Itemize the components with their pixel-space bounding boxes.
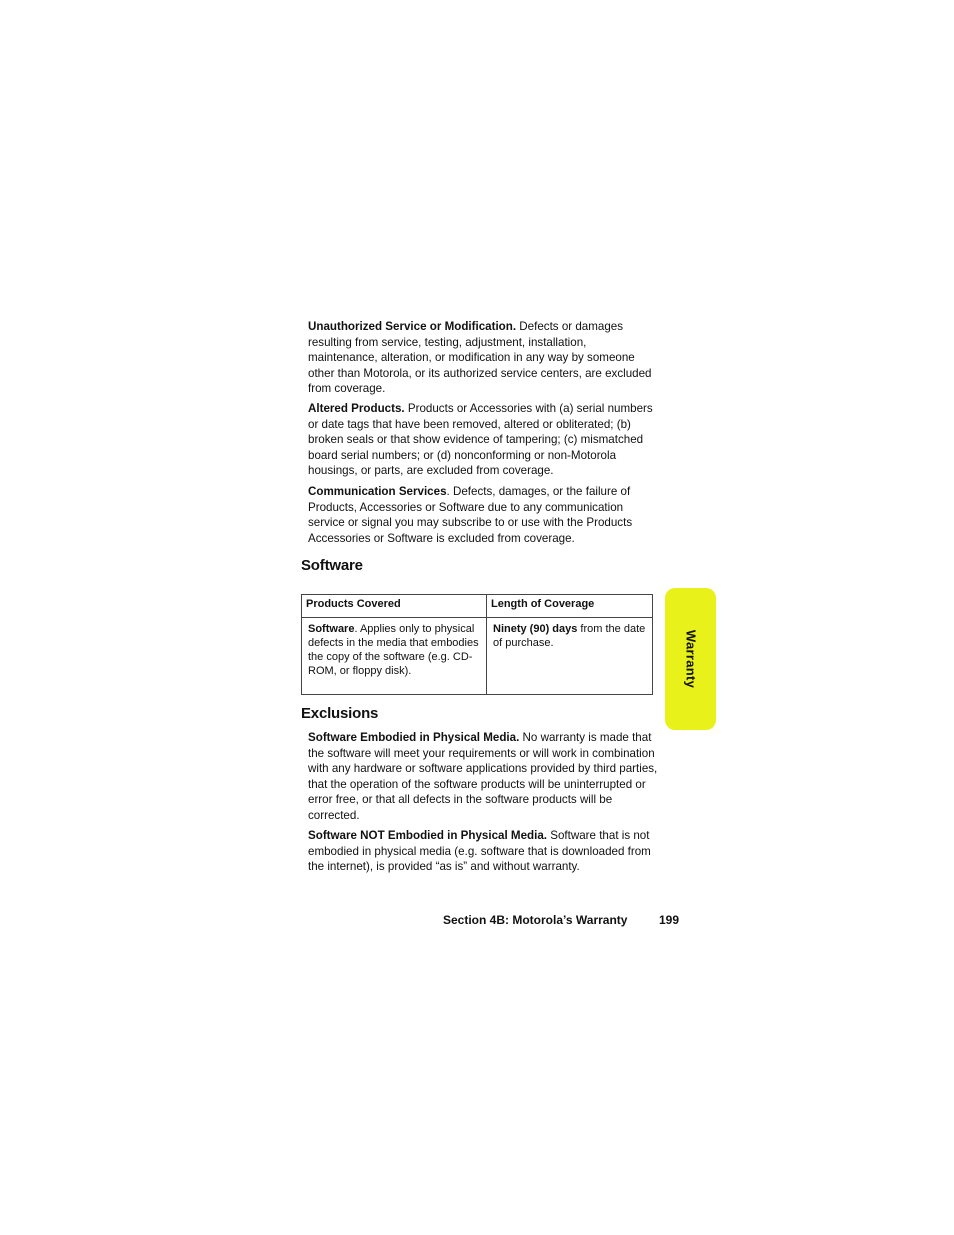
software-not-embodied-term: Software NOT Embodied in Physical Media. [308, 829, 548, 842]
table-row [302, 618, 653, 695]
unauthorized-service-term: Unauthorized Service or Modification. [308, 320, 517, 333]
footer-section-title: Section 4B: Motorola’s Warranty [443, 913, 628, 927]
header-length-of-coverage: Length of Coverage [487, 595, 653, 618]
cell-ninety-days-text: from the date of purchase. [493, 623, 646, 649]
cell-ninety-days-term: Ninety (90) days [493, 623, 578, 635]
header-products-covered: Products Covered [302, 595, 487, 618]
warranty-side-tab-label: Warranty [683, 629, 698, 689]
software-heading: Software [301, 557, 363, 574]
software-coverage-table [301, 594, 653, 695]
warranty-side-tab [665, 588, 716, 730]
communication-services-term: Communication Services [308, 485, 447, 498]
software-embodied-paragraph [308, 730, 658, 824]
cell-products-covered [302, 618, 487, 695]
altered-products-term: Altered Products. [308, 402, 405, 415]
exclusions-heading: Exclusions [301, 705, 379, 722]
altered-products-paragraph [308, 401, 658, 479]
altered-products-text: Products or Accessories with (a) serial numbers or date tags that have been removed, altered or obliterated; (b) broken seals or that show evidence of tampering; (c) mismatched board serial numbers; or (d) nonconforming or non-Motorola housings, or parts, are excluded from coverage. [308, 402, 653, 478]
cell-length-of-coverage [487, 618, 653, 695]
software-not-embodied-text: Software that is not embodied in physical media (e.g. software that is downloaded from the internet), is provided “as is” and without warranty. [308, 829, 651, 874]
software-not-embodied-paragraph [308, 828, 658, 875]
cell-software-text: . Applies only to physical defects in the media that embodies the copy of the software (e.g. CD-ROM, or floppy disk). [308, 623, 479, 677]
page-number: 199 [659, 913, 680, 927]
communication-services-paragraph [308, 484, 658, 546]
unauthorized-service-text: Defects or damages resulting from service, testing, adjustment, installation, maintenance, alteration, or modification in any way by someone other than Motorola, or its authorized service centers, are excluded from coverage. [308, 320, 652, 396]
table-header-row [302, 595, 653, 618]
unauthorized-service-paragraph [308, 319, 658, 397]
software-embodied-text: No warranty is made that the software will meet your requirements or will work in combination with any hardware or software applications provided by third parties, that the operation of the software products will be uninterrupted or error free, or that all defects in the software products will be corrected. [308, 731, 658, 822]
cell-software-term: Software [308, 623, 355, 635]
software-embodied-term: Software Embodied in Physical Media. [308, 731, 520, 744]
communication-services-text: . Defects, damages, or the failure of Products, Accessories or Software due to any communication service or signal you may subscribe to or use with the Products Accessories or Software is excluded from coverage. [308, 485, 633, 545]
